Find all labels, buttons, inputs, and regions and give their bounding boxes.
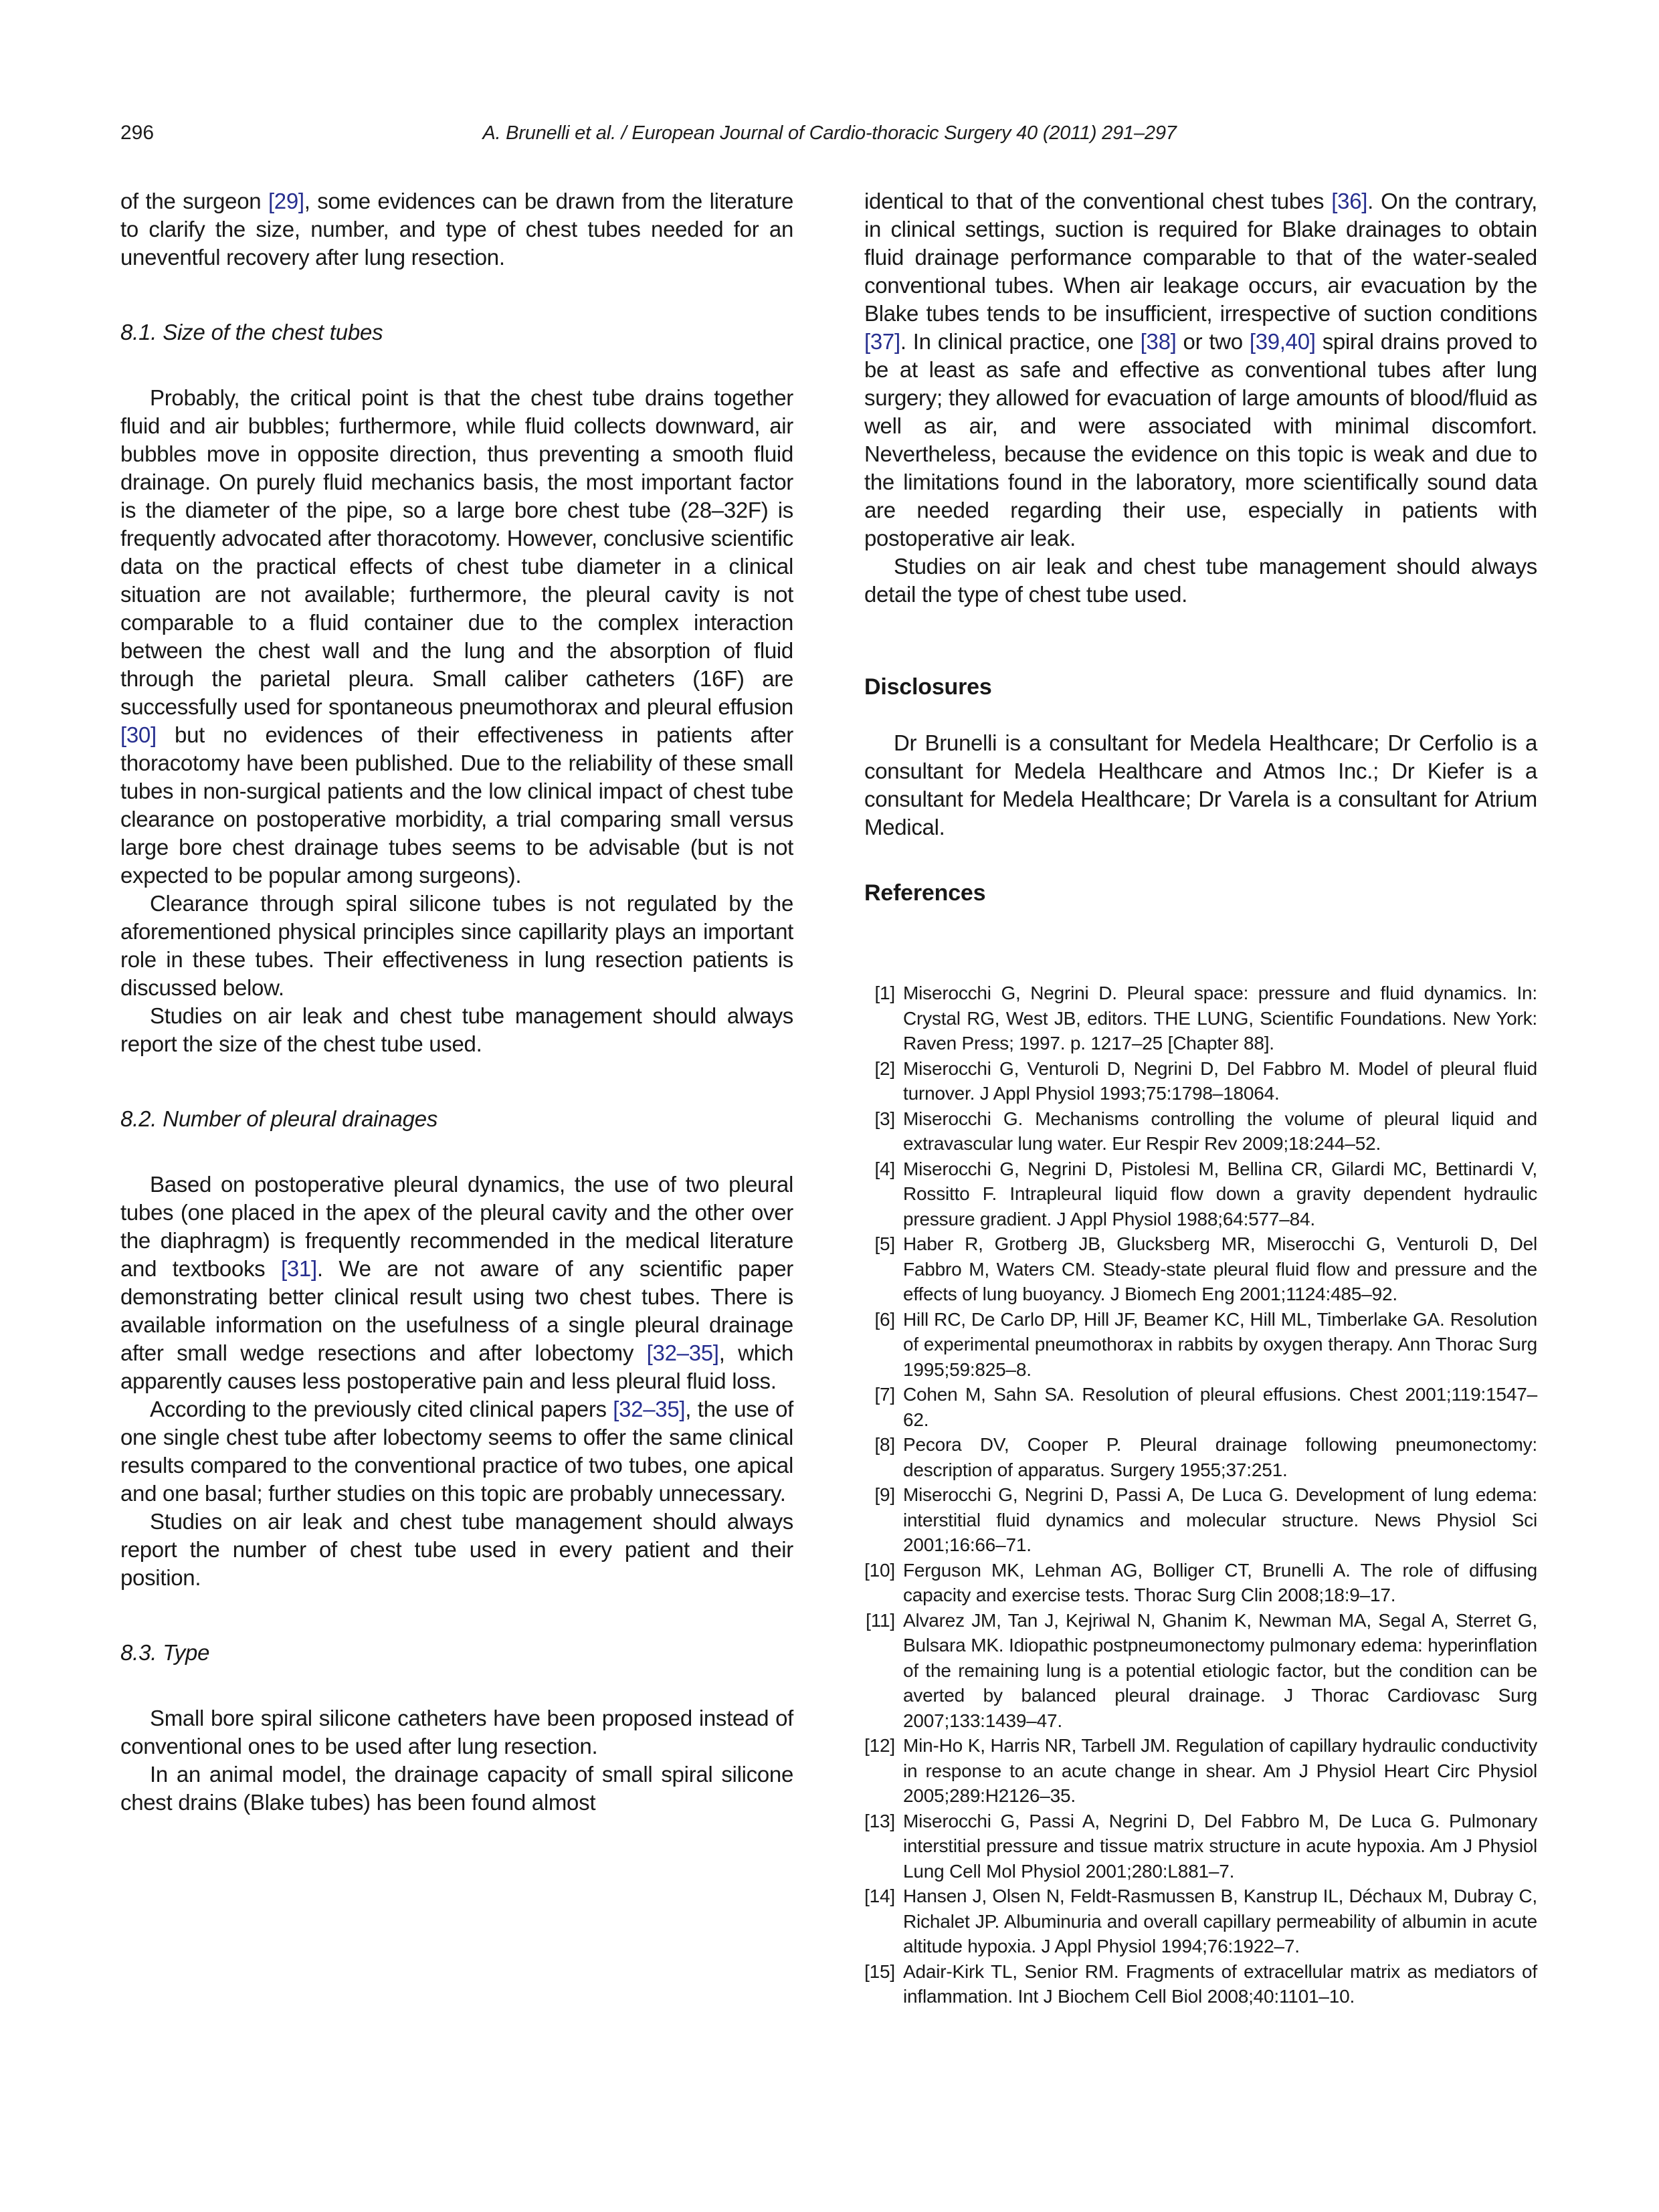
- reference-number: [8]: [874, 1434, 895, 1455]
- text-run: or two: [1176, 329, 1250, 354]
- reference-number: [6]: [874, 1308, 895, 1330]
- reference-item: [864, 1733, 1537, 1809]
- text-run: of the surgeon: [120, 189, 268, 213]
- reference-item: [864, 1558, 1537, 1608]
- reference-number: [4]: [874, 1158, 895, 1179]
- text-run: but no evidences of their effectiveness in patients after thoracotomy have been published. Due to the reliability of these small tubes in non-surgical patients and the low clinical impact of chest tube clearance on postoperative morbidity, a trial comparing small versus large bore chest drainage tubes seems to be advisable (but is not expected to be popular among surgeons).: [120, 722, 793, 888]
- disclosures-heading: Disclosures: [864, 674, 992, 700]
- text-run: . On the contrary, in clinical settings, suction is required for Blake drainages to obtain fluid drainage performance comparable to that of the water-sealed conventional tubes. When air leakage occurs, air evacuation by the Blake tubes tends to be insufficient, irrespective of suction conditions: [864, 189, 1537, 326]
- citation-link[interactable]: [29]: [268, 189, 304, 213]
- reference-item: [864, 1608, 1537, 1734]
- paragraph: [120, 384, 793, 890]
- reference-item: [864, 1106, 1537, 1157]
- reference-number: [10]: [864, 1559, 895, 1581]
- paragraph: [120, 187, 793, 272]
- reference-text: Ferguson MK, Lehman AG, Bolliger CT, Brunelli A. The role of diffusing capacity and exercise tests. Thorac Surg Clin 2008;18:9–17.: [903, 1559, 1537, 1605]
- reference-number: [12]: [864, 1735, 895, 1756]
- citation-link[interactable]: [30]: [120, 722, 157, 747]
- reference-number: [15]: [864, 1960, 895, 1982]
- left-column: [120, 187, 793, 1817]
- citation-link[interactable]: [32–35]: [646, 1340, 719, 1365]
- reference-text: Miserocchi G, Venturoli D, Negrini D, Del Fabbro M. Model of pleural fluid turnover. J Appl Physiol 1993;75:1798–18064.: [903, 1058, 1537, 1104]
- reference-number: [2]: [874, 1058, 895, 1079]
- citation-link[interactable]: [39,40]: [1249, 329, 1316, 354]
- reference-text: Miserocchi G, Negrini D, Pistolesi M, Bellina CR, Gilardi MC, Bettinardi V, Rossitto F. Intrapleural liquid flow down a gravity dependent hydraulic pressure gradient. J Appl Physiol 1988;64:577–84.: [903, 1158, 1537, 1229]
- right-column: [864, 187, 1537, 2009]
- citation-link[interactable]: [31]: [281, 1256, 317, 1281]
- reference-text: Alvarez JM, Tan J, Kejriwal N, Ghanim K, Newman MA, Segal A, Sterret G, Bulsara MK. Idiopathic postpneumonectomy pulmonary edema: hyperinflation of the remaining lung is a potential etiologic factor, but the condition can be averted by balanced pleural drainage. J Thorac Cardiovasc Surg 2007;133:1439–47.: [903, 1609, 1537, 1731]
- citation-link[interactable]: [36]: [1331, 189, 1368, 213]
- reference-text: Cohen M, Sahn SA. Resolution of pleural effusions. Chest 2001;119:1547–62.: [903, 1384, 1537, 1430]
- reference-number: [9]: [874, 1484, 895, 1505]
- reference-item: [864, 1809, 1537, 1884]
- text-run: , some evidences can be drawn from the literature to clarify the size, number, and type of chest tubes needed for an uneventful recovery after lung resection.: [120, 189, 794, 270]
- running-title: A. Brunelli et al. / European Journal of Cardio-thoracic Surgery 40 (2011) 291–297: [482, 122, 1177, 144]
- paragraph: Studies on air leak and chest tube management should always report the number of chest tube used in every patient and their position.: [120, 1509, 793, 1590]
- paragraph: Small bore spiral silicone catheters have been proposed instead of conventional ones to be used after lung resection.: [120, 1706, 793, 1758]
- reference-number: [3]: [874, 1108, 895, 1129]
- reference-text: Haber R, Grotberg JB, Glucksberg MR, Miserocchi G, Venturoli D, Del Fabbro M, Waters CM. Steady-state pleural fluid flow and pressure and the effects of lung buoyancy. J Biomech Eng 2001;1124:485–92.: [903, 1233, 1537, 1304]
- page-number: 296: [120, 122, 155, 144]
- reference-list: [864, 981, 1537, 2009]
- paragraph: [864, 187, 1537, 552]
- text-run: spiral drains proved to be at least as safe and effective as conventional tubes after lung surgery; they allowed for evacuation of large amounts of blood/fluid as well as air, and were associated with minimal discomfort. Nevertheless, because the evidence on this topic is weak and due to the limitations found in the laboratory, more scientifically sound data are needed regarding their use, especially in patients with postoperative air leak.: [864, 329, 1537, 550]
- reference-number: [11]: [866, 1609, 895, 1631]
- text-run: Based on postoperative pleural dynamics, the use of two pleural tubes (one placed in the apex of the pleural cavity and the other over the diaphragm) is frequently recommended in the medical literature and textbooks: [120, 1172, 793, 1281]
- paragraph: In an animal model, the drainage capacity of small spiral silicone chest drains (Blake tubes) has been found almost: [120, 1762, 793, 1815]
- text-run: , which apparently causes less postoperative pain and less pleural fluid loss.: [120, 1340, 794, 1393]
- disclosures-paragraph: Dr Brunelli is a consultant for Medela Healthcare; Dr Cerfolio is a consultant for Medela Healthcare and Atmos Inc.; Dr Kiefer is a consultant for Medela Healthcare; Dr Varela is a consultant for Atrium Medical.: [864, 730, 1537, 839]
- reference-text: Miserocchi G. Mechanisms controlling the volume of pleural liquid and extravascular lung water. Eur Respir Rev 2009;18:244–52.: [903, 1108, 1537, 1154]
- reference-text: Hansen J, Olsen N, Feldt-Rasmussen B, Kanstrup IL, Déchaux M, Dubray C, Richalet JP. Albuminuria and overall capillary permeability of albumin in acute altitude hypoxia. J Appl Physiol 1994;76:1922–7.: [903, 1886, 1537, 1956]
- section-heading-8-2: 8.2. Number of pleural drainages: [120, 1106, 438, 1131]
- reference-number: [5]: [874, 1233, 895, 1254]
- text-run: , the use of one single chest tube after lobectomy seems to offer the same clinical results compared to the conventional practice of two tubes, one apical and one basal; further studies on this topic are probably unnecessary.: [120, 1397, 793, 1506]
- reference-text: Miserocchi G, Negrini D, Passi A, De Luca G. Development of lung edema: interstitial fluid dynamics and molecular structure. News Physiol Sci 2001;16:66–71.: [903, 1484, 1537, 1555]
- reference-item: [864, 1056, 1537, 1106]
- reference-number: [13]: [864, 1810, 895, 1831]
- reference-text: Pecora DV, Cooper P. Pleural drainage following pneumonectomy: description of apparatus. Surgery 1955;37:251.: [903, 1434, 1537, 1480]
- reference-number: [14]: [864, 1886, 895, 1906]
- reference-item: [864, 1307, 1537, 1383]
- reference-item: [864, 1482, 1537, 1558]
- references-heading: References: [864, 880, 986, 906]
- text-run: . We are not aware of any scientific paper demonstrating better clinical result using two chest tubes. There is available information on the usefulness of a single pleural drainage after small wedge resections and after lobectomy: [120, 1256, 793, 1365]
- text-run: identical to that of the conventional chest tubes: [864, 189, 1332, 213]
- paragraph: [120, 1395, 793, 1508]
- section-heading-8-3: 8.3. Type: [120, 1640, 210, 1665]
- reference-item: [864, 1959, 1537, 2009]
- citation-link[interactable]: [37]: [864, 329, 900, 354]
- reference-text: Miserocchi G, Negrini D. Pleural space: pressure and fluid dynamics. In: Crystal RG, West JB, editors. THE LUNG, Scientific Foundations. New York: Raven Press; 1997. p. 1217–25 [Chapter 88].: [903, 983, 1537, 1053]
- text-run: According to the previously cited clinical papers: [150, 1397, 613, 1421]
- paragraph: [120, 1171, 793, 1395]
- reference-text: Min-Ho K, Harris NR, Tarbell JM. Regulation of capillary hydraulic conductivity in response to an acute change in shear. Am J Physiol Heart Circ Physiol 2005;289:H2126–35.: [903, 1735, 1537, 1806]
- text-run: Probably, the critical point is that the chest tube drains together fluid and air bubbles; furthermore, while fluid collects downward, air bubbles move in opposite direction, thus preventing a smooth fluid drainage. On purely fluid mechanics basis, the most important factor is the diameter of the pipe, so a large bore chest tube (28–32F) is frequently advocated after thoracotomy. However, conclusive scientific data on the practical effects of chest tube diameter in a clinical situation are not available; furthermore, the pleural cavity is not comparable to a fluid container due to the complex interaction between the chest wall and the lung and the absorption of fluid through the parietal pleura. Small caliber catheters (16F) are successfully used for spontaneous pneumothorax and pleural effusion: [120, 385, 793, 719]
- reference-item: [864, 1157, 1537, 1232]
- reference-item: [864, 981, 1537, 1056]
- reference-text: Adair-Kirk TL, Senior RM. Fragments of extracellular matrix as mediators of inflammation. Int J Biochem Cell Biol 2008;40:1101–10.: [903, 1960, 1537, 2007]
- citation-link[interactable]: [38]: [1140, 329, 1177, 354]
- paragraph: Studies on air leak and chest tube management should always report the size of the chest tube used.: [120, 1003, 793, 1056]
- reference-item: [864, 1432, 1537, 1482]
- reference-number: [1]: [874, 983, 895, 1003]
- section-heading-8-1: 8.1. Size of the chest tubes: [120, 320, 383, 344]
- reference-text: Miserocchi G, Passi A, Negrini D, Del Fabbro M, De Luca G. Pulmonary interstitial pressure and tissue matrix structure in acute hypoxia. Am J Physiol Lung Cell Mol Physiol 2001;280:L881–7.: [903, 1810, 1537, 1882]
- reference-item: [864, 1231, 1537, 1307]
- paragraph: Clearance through spiral silicone tubes is not regulated by the aforementioned physical principles since capillarity plays an important role in these tubes. Their effectiveness in lung resection patients is discussed below.: [120, 891, 793, 1000]
- reference-item: [864, 1884, 1537, 1959]
- reference-item: [864, 1382, 1537, 1432]
- reference-text: Hill RC, De Carlo DP, Hill JF, Beamer KC, Hill ML, Timberlake GA. Resolution of experimental pneumothorax in rabbits by oxygen therapy. Ann Thorac Surg 1995;59:825–8.: [903, 1308, 1537, 1380]
- citation-link[interactable]: [32–35]: [613, 1397, 686, 1421]
- text-run: . In clinical practice, one: [900, 329, 1141, 354]
- reference-number: [7]: [874, 1384, 895, 1405]
- paragraph: Studies on air leak and chest tube management should always detail the type of chest tube used.: [864, 554, 1537, 607]
